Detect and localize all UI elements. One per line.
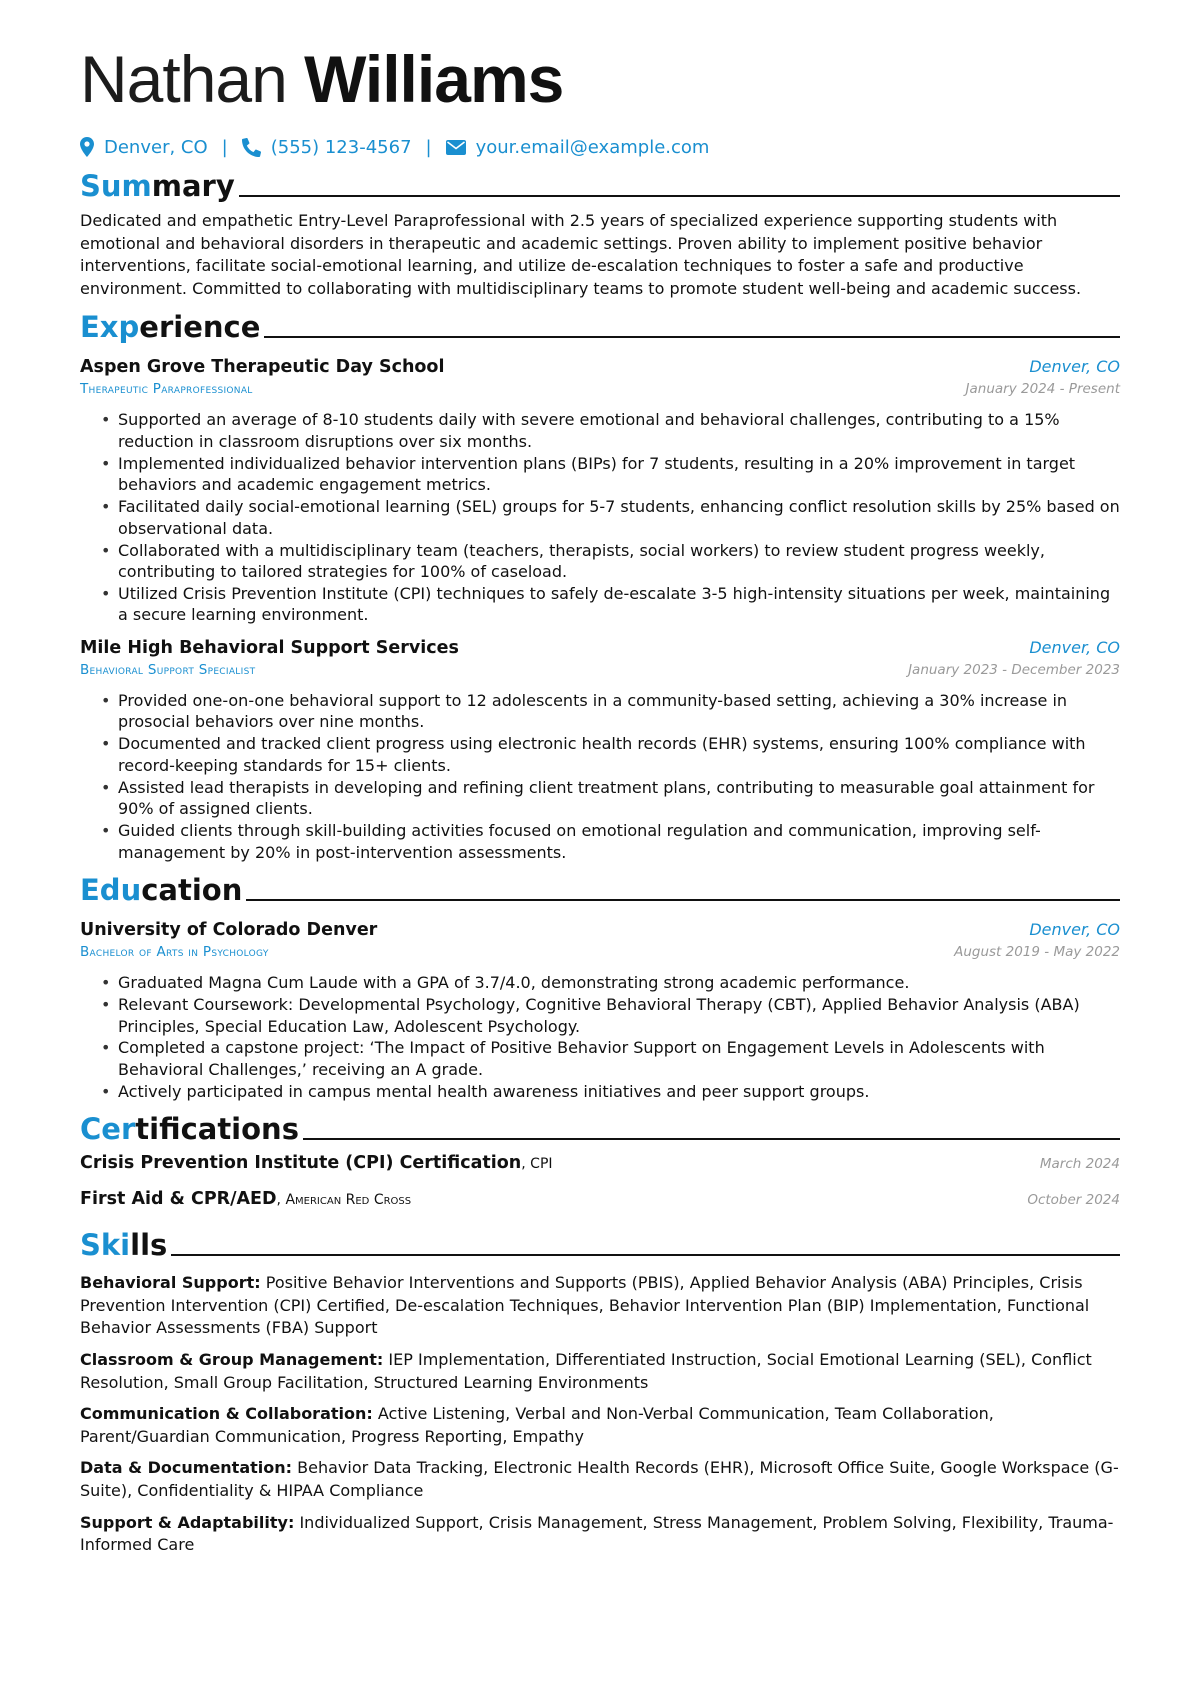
bullet-item: • Actively participated in campus mental health awareness initiatives and peer support groups. (118, 1081, 1120, 1103)
job-role: Therapeutic Paraprofessional (80, 381, 253, 398)
skill-group (80, 1349, 1120, 1394)
title-accent: Sum (80, 169, 152, 203)
job-location: Denver, CO (1029, 637, 1120, 657)
bullet-item: • Supported an average of 8-10 students daily with severe emotional and behavioral challenges, contributing to a 15% reduction in classroom disruptions over six months. (118, 409, 1120, 452)
section-rule (171, 1254, 1120, 1256)
title-rest: erience (139, 310, 261, 345)
bullet-item: • Graduated Magna Cum Laude with a GPA of 3.7/4.0, demonstrating strong academic performance. (118, 972, 1120, 994)
title-rest: tifications (135, 1112, 299, 1147)
section-title (80, 168, 235, 204)
skills-heading (80, 1225, 1120, 1263)
job-bullets (80, 409, 1120, 626)
bullet-item: • Implemented individualized behavior intervention plans (BIPs) for 7 students, resulting in a 20% improvement in target behaviors and academic engagement metrics. (118, 453, 1120, 496)
contact-location (80, 137, 208, 158)
skill-category: Data & Documentation: (80, 1458, 293, 1478)
job-role: Behavioral Support Specialist (80, 661, 256, 678)
bullet-item: • Relevant Coursework: Developmental Psychology, Cognitive Behavioral Therapy (CBT), Applied Behavior Analysis (ABA) Principles, Special Education Law, Adolescent Psychology. (118, 994, 1120, 1037)
certification-name: Crisis Prevention Institute (CPI) Certification (80, 1153, 522, 1174)
first-name: Nathan (80, 42, 287, 116)
title-rest: mary (151, 169, 235, 203)
skill-category: Classroom & Group Management: (80, 1350, 384, 1370)
contact-email[interactable] (446, 137, 710, 158)
title-rest: cation (141, 873, 243, 908)
contact-separator: | (425, 136, 432, 158)
last-name: Williams (304, 42, 564, 116)
email-text: your.email@example.com (475, 136, 710, 158)
title-accent: Exp (80, 310, 140, 345)
section-rule (264, 336, 1120, 338)
skill-group (80, 1457, 1120, 1502)
bullet-item: • Assisted lead therapists in developing and refining client treatment plans, contributing to measurable goal attainment for 90% of assigned clients. (118, 777, 1120, 820)
certification-list (80, 1153, 1120, 1225)
section-title (80, 872, 242, 908)
phone-text: (555) 123-4567 (270, 136, 412, 158)
education-bullets (80, 972, 1120, 1102)
bullet-item: • Documented and tracked client progress using electronic health records (EHR) systems, ensuring 100% compliance with record-keeping standards for 15+ clients. (118, 733, 1120, 776)
section-rule (239, 195, 1120, 197)
certification-issuer: , CPI (521, 1156, 553, 1173)
certification-issuer: , American Red Cross (276, 1192, 412, 1209)
section-rule (303, 1138, 1120, 1140)
certification-date: October 2024 (1027, 1192, 1120, 1209)
degree: Bachelor of Arts in Psychology (80, 944, 269, 961)
certifications-heading (80, 1109, 1120, 1147)
section-title (80, 309, 260, 345)
contact-line (80, 132, 1120, 162)
resume-sheet (80, 38, 1120, 1566)
job-organization: Aspen Grove Therapeutic Day School (80, 357, 445, 378)
skill-items: Positive Behavior Interventions and Supports (PBIS), Applied Behavior Analysis (ABA) Principles, Crisis Prevention Intervention (CPI) Certified, De-escalation Techniques, Behavior Intervention Plan (BIP) Implementation, Functional Behavior Assessments (FBA) Support (80, 1273, 1090, 1338)
bullet-item: • Utilized Crisis Prevention Institute (CPI) techniques to safely de-escalate 3-5 high-intensity situations per week, maintaining a secure learning environment. (118, 583, 1120, 626)
skill-items: IEP Implementation, Differentiated Instruction, Social Emotional Learning (SEL), Conflict Resolution, Small Group Facilitation, Structured Learning Environments (80, 1350, 1092, 1392)
school-name: University of Colorado Denver (80, 920, 378, 941)
education-dates: August 2019 - May 2022 (954, 944, 1120, 961)
skills-list (80, 1272, 1120, 1557)
skill-items: Individualized Support, Crisis Management, Stress Management, Problem Solving, Flexibility, Trauma-Informed Care (80, 1512, 1114, 1555)
education-heading (80, 870, 1120, 908)
contact-separator: | (221, 136, 228, 158)
certification-item (80, 1189, 1120, 1225)
job-location: Denver, CO (1029, 357, 1120, 377)
candidate-name (80, 38, 1120, 120)
bullet-item: • Facilitated daily social-emotional learning (SEL) groups for 5-7 students, enhancing conflict resolution skills by 25% based on observational data. (118, 496, 1120, 539)
skill-items: Behavior Data Tracking, Electronic Health Records (EHR), Microsoft Office Suite, Google Workspace (G-Suite), Confidentiality & HIPAA Compliance (80, 1458, 1119, 1501)
title-accent: Cer (80, 1112, 136, 1147)
section-title (80, 1227, 167, 1263)
bullet-item: • Completed a capstone project: ‘The Impact of Positive Behavior Support on Engagement Levels in Adolescents with Behavioral Challenges,’ receiving an A grade. (118, 1037, 1120, 1080)
skill-category: Support & Adaptability: (80, 1512, 295, 1532)
certification-date: March 2024 (1039, 1156, 1120, 1173)
certification-item (80, 1153, 1120, 1189)
certification-name: First Aid & CPR/AED (80, 1189, 277, 1210)
summary-text: Dedicated and empathetic Entry-Level Paraprofessional with 2.5 years of specialized experience supporting students with emotional and behavioral disorders in therapeutic and academic settings. Proven ability to implement positive behavior interventions, facilitate social-emotional learning, and utilize de-escalation techniques to foster a safe and productive environment. Committed to collaborating with multidisciplinary teams to promote student well-being and academic success. (80, 211, 1082, 298)
skill-group (80, 1272, 1120, 1340)
skill-category: Behavioral Support: (80, 1273, 261, 1293)
skill-items: Active Listening, Verbal and Non-Verbal Communication, Team Collaboration, Parent/Guardian Communication, Progress Reporting, Empathy (80, 1404, 994, 1446)
contact-phone[interactable] (242, 137, 412, 158)
title-accent: Edu (80, 873, 142, 908)
map-pin-icon (80, 137, 94, 157)
bullet-item: • Guided clients through skill-building activities focused on emotional regulation and communication, improving self-management by 20% in post-intervention assessments. (118, 820, 1120, 863)
job-dates: January 2023 - December 2023 (908, 661, 1120, 678)
title-accent: Ski (80, 1228, 131, 1263)
skill-group (80, 1512, 1120, 1557)
phone-icon (242, 138, 261, 157)
location-text: Denver, CO (104, 136, 208, 158)
job-entry (80, 636, 1120, 863)
experience-heading (80, 307, 1120, 345)
job-dates: January 2024 - Present (965, 381, 1120, 398)
education-entry (80, 918, 1120, 1102)
bullet-item: • Provided one-on-one behavioral support to 12 adolescents in a community-based setting, achieving a 30% increase in prosocial behaviors over nine months. (118, 690, 1120, 733)
section-title (80, 1111, 299, 1147)
school-location: Denver, CO (1029, 920, 1120, 940)
job-bullets (80, 690, 1120, 863)
summary-heading (80, 166, 1120, 204)
bullet-item: • Collaborated with a multidisciplinary team (teachers, therapists, social workers) to review student progress weekly, contributing to tailored strategies for 100% of caseload. (118, 540, 1120, 583)
section-rule (246, 899, 1120, 901)
job-organization: Mile High Behavioral Support Services (80, 637, 459, 658)
skill-category: Communication & Collaboration: (80, 1404, 373, 1424)
envelope-icon (446, 140, 466, 155)
title-rest: lls (130, 1228, 168, 1263)
job-entry (80, 355, 1120, 626)
skill-group (80, 1403, 1120, 1448)
